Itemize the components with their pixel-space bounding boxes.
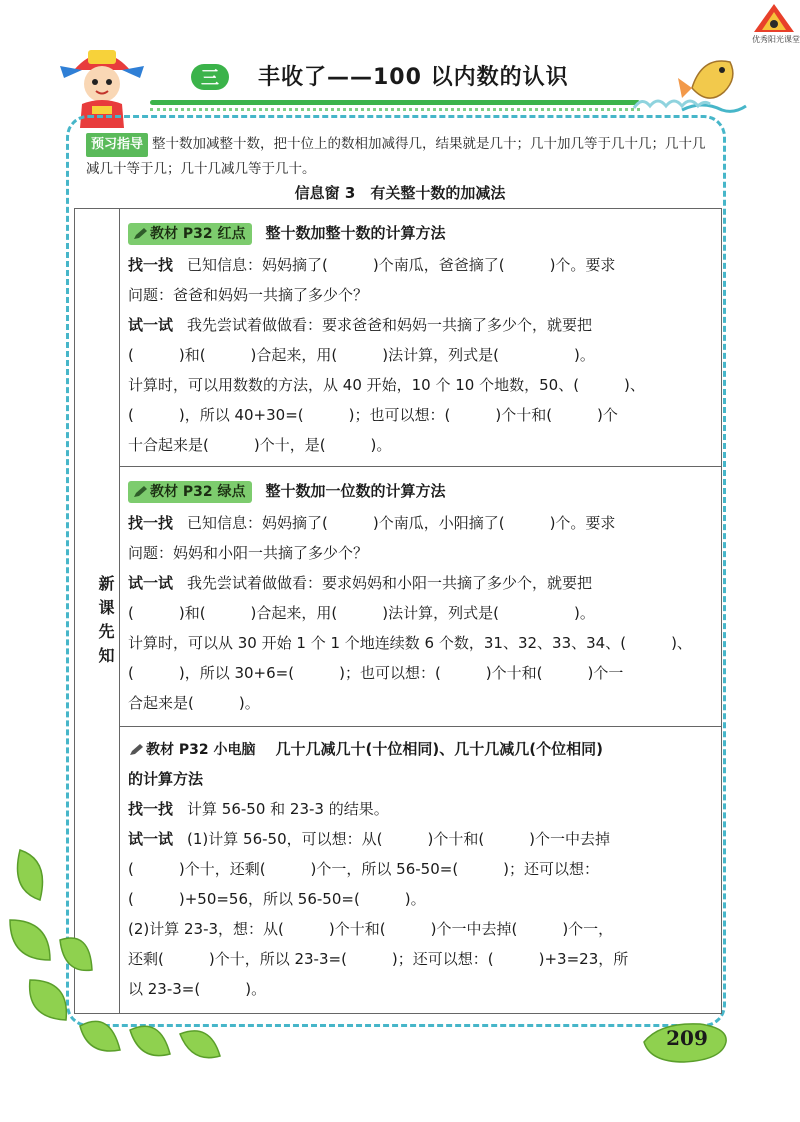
wave-decoration-icon bbox=[632, 92, 712, 114]
text-line: ( )+50=56，所以 56-50=( )。 bbox=[128, 890, 426, 908]
section-divider bbox=[120, 466, 722, 467]
text-line: (2)计算 23-3，想：从( )个十和( )个一中去掉( )个一， bbox=[128, 920, 614, 938]
preview-label: 预习指导 bbox=[86, 133, 148, 157]
text-line: 找一找 已知信息：妈妈摘了( )个南瓜，小阳摘了( )个。要求 bbox=[128, 514, 616, 532]
text-line: 问题：妈妈和小阳一共摘了多少个？ bbox=[128, 544, 369, 562]
section-divider bbox=[120, 726, 722, 727]
text-line: ( )和( )合起来，用( )法计算，列式是( )。 bbox=[128, 604, 595, 622]
text-line: 找一找 已知信息：妈妈摘了( )个南瓜，爸爸摘了( )个。要求 bbox=[128, 256, 616, 274]
text-line: 试一试 我先尝试着做做看：要求爸爸和妈妈一共摘了多少个，就要把 bbox=[128, 316, 593, 334]
text-line: 问题：爸爸和妈妈一共摘了多少个？ bbox=[128, 286, 369, 304]
chapter-title: 丰收了——100 以内数的认识 bbox=[258, 65, 569, 90]
text-line: 计算时，可以从 30 开始 1 个 1 个地连续数 6 个数，31、32、33、34、( )、 bbox=[128, 634, 692, 652]
section-green-dot bbox=[128, 476, 714, 718]
text-line: 合起来是( )。 bbox=[128, 694, 260, 712]
section-tag: 教材 P32 红点 bbox=[128, 223, 252, 245]
text-line: ( )个十，还剩( )个一，所以 56-50=( )；还可以想： bbox=[128, 860, 600, 878]
side-label: 新课先知 bbox=[96, 575, 115, 671]
pencil-icon bbox=[128, 743, 144, 757]
text-line: ( )，所以 40+30=( )；也可以想：( )个十和( )个 bbox=[128, 406, 618, 424]
text-line: ( )和( )合起来，用( )法计算，列式是( )。 bbox=[128, 346, 595, 364]
section-title: 几十几减几十(十位相同)、几十几减几(个位相同) bbox=[275, 740, 603, 758]
section-tag: 教材 P32 绿点 bbox=[128, 481, 252, 503]
info-window-title: 信息窗 3 有关整十数的加减法 bbox=[294, 184, 506, 202]
section-title: 整十数加整十数的计算方法 bbox=[265, 224, 446, 242]
chapter-number-badge: 三 bbox=[191, 64, 229, 90]
text-line: 找一找 计算 56-50 和 23-3 的结果。 bbox=[128, 800, 389, 818]
publisher-logo-text: 优秀阳光课堂 bbox=[752, 35, 800, 44]
text-line: 试一试 (1)计算 56-50，可以想：从( )个十和( )个一中去掉 bbox=[128, 830, 611, 848]
preview-guidance bbox=[86, 132, 716, 181]
section-tag: 教材 P32 小电脑 bbox=[128, 739, 262, 761]
text-line: 试一试 我先尝试着做做看：要求妈妈和小阳一共摘了多少个，就要把 bbox=[128, 574, 593, 592]
page-number: 209 bbox=[666, 1026, 708, 1050]
section-title: 整十数加一位数的计算方法 bbox=[265, 482, 446, 500]
publisher-logo-icon bbox=[752, 2, 796, 34]
pencil-icon bbox=[132, 485, 148, 499]
preview-text: 整十数加减整十数，把十位上的数相加减得几，结果就是几十；几十加几等于几十几；几十几减几十等于几；几十几减几等于几十。 bbox=[86, 136, 706, 177]
section-red-dot bbox=[128, 218, 714, 460]
text-line: 还剩( )个十，所以 23-3=( )；还可以想：( )+3=23，所 bbox=[128, 950, 629, 968]
header-dotted-divider bbox=[150, 108, 640, 111]
pencil-icon bbox=[132, 227, 148, 241]
text-line: 计算时，可以用数数的方法，从 40 开始，10 个 10 个地数，50、( )、 bbox=[128, 376, 645, 394]
leaves-decoration-icon bbox=[0, 830, 250, 1070]
text-line: 以 23-3=( )。 bbox=[128, 980, 267, 998]
text-line: 十合起来是( )个十，是( )。 bbox=[128, 436, 392, 454]
text-line: ( )，所以 30+6=( )；也可以想：( )个十和( )个一 bbox=[128, 664, 624, 682]
section-title-cont: 的计算方法 bbox=[128, 770, 204, 788]
header-divider bbox=[150, 100, 640, 105]
